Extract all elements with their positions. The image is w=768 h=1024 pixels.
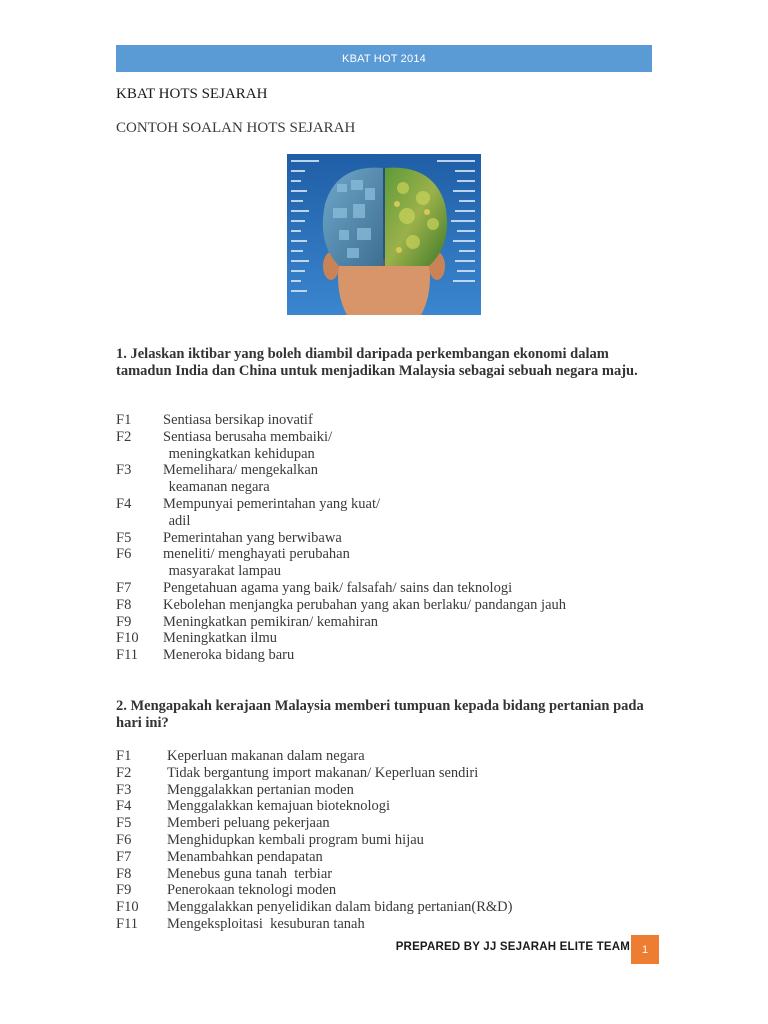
item-text: Menghidupkan kembali program bumi hijau: [167, 831, 424, 848]
item-code: F9: [116, 882, 132, 899]
list-item: [116, 462, 676, 479]
item-text: Menggalakkan kemajuan bioteknologi: [167, 798, 391, 815]
item-text: Penerokaan teknologi moden: [167, 882, 337, 899]
item-text: meneliti/ menghayati perubahan: [163, 546, 350, 563]
list-item: [116, 496, 676, 513]
document-subtitle: CONTOH SOALAN HOTS SEJARAH: [116, 120, 356, 136]
item-code: F8: [116, 865, 132, 882]
item-code: F7: [116, 848, 132, 865]
item-text: Mengeksploitasi kesuburan tanah: [167, 915, 365, 932]
list-item: [116, 530, 676, 547]
footer-prepared-by: PREPARED BY JJ SEJARAH ELITE TEAM: [395, 941, 630, 953]
header-text: KBAT HOT 2014: [342, 52, 426, 65]
list-item: [116, 866, 676, 883]
item-code: F8: [116, 596, 132, 613]
item-text: Meningkatkan ilmu: [163, 630, 277, 647]
question-1: 1. Jelaskan iktibar yang boleh diambil daripada perkembangan ekonomi dalam tamadun India dan China untuk menjadikan Malaysia sebagai sebuah negara maju.: [116, 346, 638, 379]
list-item: [116, 899, 676, 916]
item-text: Sentiasa bersikap inovatif: [163, 412, 313, 428]
list-item: [116, 882, 676, 899]
list-item: [116, 832, 676, 849]
item-code: F4: [116, 495, 132, 512]
item-code-spacer: [116, 479, 163, 496]
item-code: F6: [116, 831, 132, 848]
list-item: [116, 597, 676, 614]
item-text: Mempunyai pemerintahan yang kuat/: [163, 495, 381, 512]
item-text: Sentiasa berusaha membaiki/: [163, 428, 333, 445]
list-item: [116, 798, 676, 815]
item-text: Memberi peluang pekerjaan: [167, 815, 330, 832]
item-code: F5: [116, 815, 132, 832]
item-text: Menggalakkan penyelidikan dalam bidang pertanian(R&D): [167, 899, 513, 916]
item-text: Memelihara/ mengekalkan: [163, 462, 319, 479]
item-code: F7: [116, 579, 132, 596]
item-code: F11: [116, 647, 139, 664]
item-code: F4: [116, 798, 132, 815]
item-text: Meneroka bidang baru: [163, 647, 295, 664]
list-item-continuation: [116, 513, 676, 530]
list-item: [116, 849, 676, 866]
list-item-continuation: [116, 479, 676, 496]
item-text: Meningkatkan pemikiran/ kemahiran: [163, 613, 379, 630]
document-title: KBAT HOTS SEJARAH: [116, 86, 268, 102]
list-item: [116, 412, 676, 429]
item-text: Tidak bergantung import makanan/ Keperluan sendiri: [167, 764, 479, 781]
list-item: [116, 647, 676, 664]
item-text-continuation: adil: [165, 512, 191, 529]
list-item: [116, 815, 676, 832]
page-number-badge: [631, 935, 659, 964]
list-item: [116, 429, 676, 446]
item-text-continuation: meningkatkan kehidupan: [165, 445, 315, 462]
item-code: F10: [116, 630, 139, 647]
list-item-continuation: [116, 446, 676, 463]
item-code: F1: [116, 412, 132, 428]
question-2: 2. Mengapakah kerajaan Malaysia memberi tumpuan kepada bidang pertanian pada hari ini?: [116, 698, 644, 731]
item-code: F6: [116, 546, 132, 563]
list-item: [116, 614, 676, 631]
item-code: F3: [116, 462, 132, 479]
header-bar: [116, 45, 652, 72]
list-item: [116, 580, 676, 597]
list-item: [116, 630, 676, 647]
item-code: F11: [116, 915, 139, 932]
item-text: Menggalakkan pertanian moden: [167, 781, 354, 798]
item-text: Kebolehan menjangka perubahan yang akan berlaku/ pandangan jauh: [163, 596, 567, 613]
item-code-spacer: [116, 446, 163, 463]
item-code: F1: [116, 748, 132, 764]
page-number: 1: [641, 943, 649, 956]
item-text-continuation: keamanan negara: [165, 479, 270, 496]
list-item-continuation: [116, 563, 676, 580]
list-item: [116, 765, 676, 782]
item-code: F9: [116, 613, 132, 630]
item-code: F10: [116, 899, 139, 916]
item-code: F2: [116, 428, 132, 445]
item-text: Pengetahuan agama yang baik/ falsafah/ sains dan teknologi: [163, 579, 513, 596]
item-code: F3: [116, 781, 132, 798]
item-code: F2: [116, 764, 132, 781]
list-item: [116, 782, 676, 799]
item-code-spacer: [116, 513, 163, 530]
item-text: Menebus guna tanah terbiar: [167, 865, 333, 882]
item-code: F5: [116, 529, 132, 546]
item-text-continuation: masyarakat lampau: [165, 563, 281, 580]
item-text: Menambahkan pendapatan: [167, 848, 323, 865]
brain-hemispheres-image: [287, 154, 481, 315]
item-code-spacer: [116, 563, 163, 580]
list-item: [116, 916, 676, 933]
item-text: Pemerintahan yang berwibawa: [163, 529, 342, 546]
answer-list-2: [116, 748, 676, 933]
answer-list-1: [116, 412, 676, 664]
item-text: Keperluan makanan dalam negara: [167, 748, 365, 764]
list-item: [116, 748, 676, 765]
list-item: [116, 546, 676, 563]
